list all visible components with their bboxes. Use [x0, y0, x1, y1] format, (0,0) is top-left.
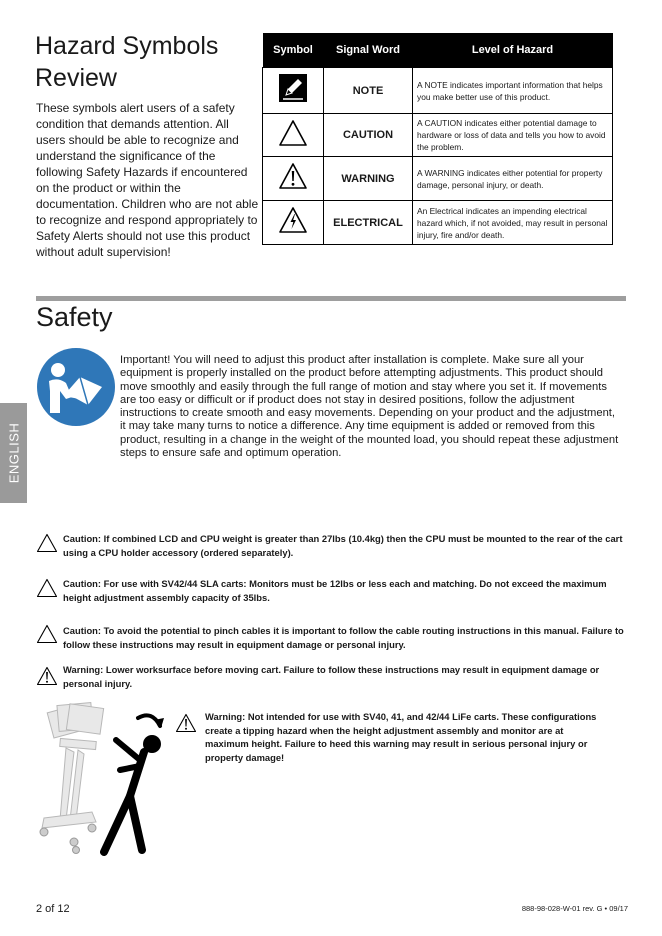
caution-triangle-icon [36, 624, 58, 644]
language-tab-label: ENGLISH [6, 422, 21, 484]
document-id: 888-98-028-W-01 rev. G • 09/17 [521, 904, 628, 913]
section-divider [36, 296, 626, 301]
caution-triangle-icon [36, 533, 58, 553]
caution-message: Caution: If combined LCD and CPU weight is greater than 27lbs (10.4kg) then the CPU must be mounted to the rear of the cart using a CPU holder accessory (ordered separately). [63, 533, 623, 558]
header-signal-word: Signal Word [324, 33, 413, 68]
hazard-title [35, 30, 235, 94]
warning-exclamation-icon [278, 162, 308, 190]
language-tab [0, 403, 27, 503]
warning-message: Warning: Not intended for use with SV40, 41, and 42/44 LiFe carts. These configurations create a tipping hazard when the height adjustment assembly and monitor are at maximum height. Failure to heed this warning may result in serious personal injury or property damage! [205, 711, 597, 763]
signal-word: CAUTION [324, 114, 413, 157]
signal-word: WARNING [324, 157, 413, 201]
electrical-bolt-icon [278, 206, 308, 234]
hazard-title-line2: Review [35, 64, 117, 92]
warning-exclamation-icon [175, 713, 197, 733]
note-pencil-icon [278, 73, 308, 103]
caution-message: Caution: To avoid the potential to pinch cables it is important to follow the cable routing instructions in this manual. Failure to follow these instructions may result in equipment damage or personal injury. [63, 625, 624, 650]
header-symbol: Symbol [263, 33, 324, 68]
table-row [263, 157, 613, 201]
table-row [263, 114, 613, 157]
caution-message: Caution: For use with SV42/44 SLA carts: Monitors must be 12lbs or less each and matching. Do not exceed the maximum height adjustment assembly capacity of 35lbs. [63, 578, 607, 603]
table-row [263, 201, 613, 245]
warning-exclamation-icon [36, 666, 58, 686]
table-row [263, 68, 613, 114]
warning-message: Warning: Lower worksurface before moving cart. Failure to follow these instructions may result in equipment damage or personal injury. [63, 664, 600, 689]
signal-word: ELECTRICAL [324, 201, 413, 245]
hazard-intro: These symbols alert users of a safety condition that demands attention. All users should be able to recognize and understand the significance of the following Safety Hazards if encountered on the product or within the documentation. Children who are not able to recognize and respond appropriately to Safety Alerts should not use this product without adult supervision! [36, 101, 259, 259]
hazard-table [262, 33, 613, 245]
important-notice: Important! You will need to adjust this product after installation is complete. Make sure all your equipment is properly installed on the product before attempting adjustments. This product should move smoothly and easily through the full range of motion and stay where you set it. If movements are too easy or difficult or if product does not stay in desired positions, follow the adjustment instructions to create smooth and easy movements. Depending on your product and the adjustment, it may take many turns to notice a difference. Any time equipment is added or removed from this product, resulting in a change in the weight of the mounted load, you should repeat these adjustment steps to ensure safe and optimum operation. [120, 354, 619, 460]
hazard-level: A WARNING indicates either potential for property damage, personal injury, or death. [413, 157, 613, 201]
tipping-cart-illustration [30, 700, 170, 860]
header-level-of-hazard: Level of Hazard [413, 33, 613, 68]
read-manual-icon [36, 347, 116, 427]
page-number: 2 of 12 [36, 903, 70, 915]
hazard-table-header [263, 33, 613, 68]
hazard-level: An Electrical indicates an impending electrical hazard which, if not avoided, may result in personal injury, fire and/or death. [413, 201, 613, 245]
caution-triangle-icon [278, 119, 308, 147]
hazard-level: A CAUTION indicates either potential damage to hardware or loss of data and tells you how to avoid the problem. [413, 114, 613, 157]
caution-triangle-icon [36, 578, 58, 598]
hazard-level: A NOTE indicates important information that helps you make better use of this product. [413, 68, 613, 114]
safety-title: Safety [36, 302, 113, 332]
signal-word: NOTE [324, 68, 413, 114]
hazard-title-line1: Hazard Symbols [35, 32, 219, 60]
